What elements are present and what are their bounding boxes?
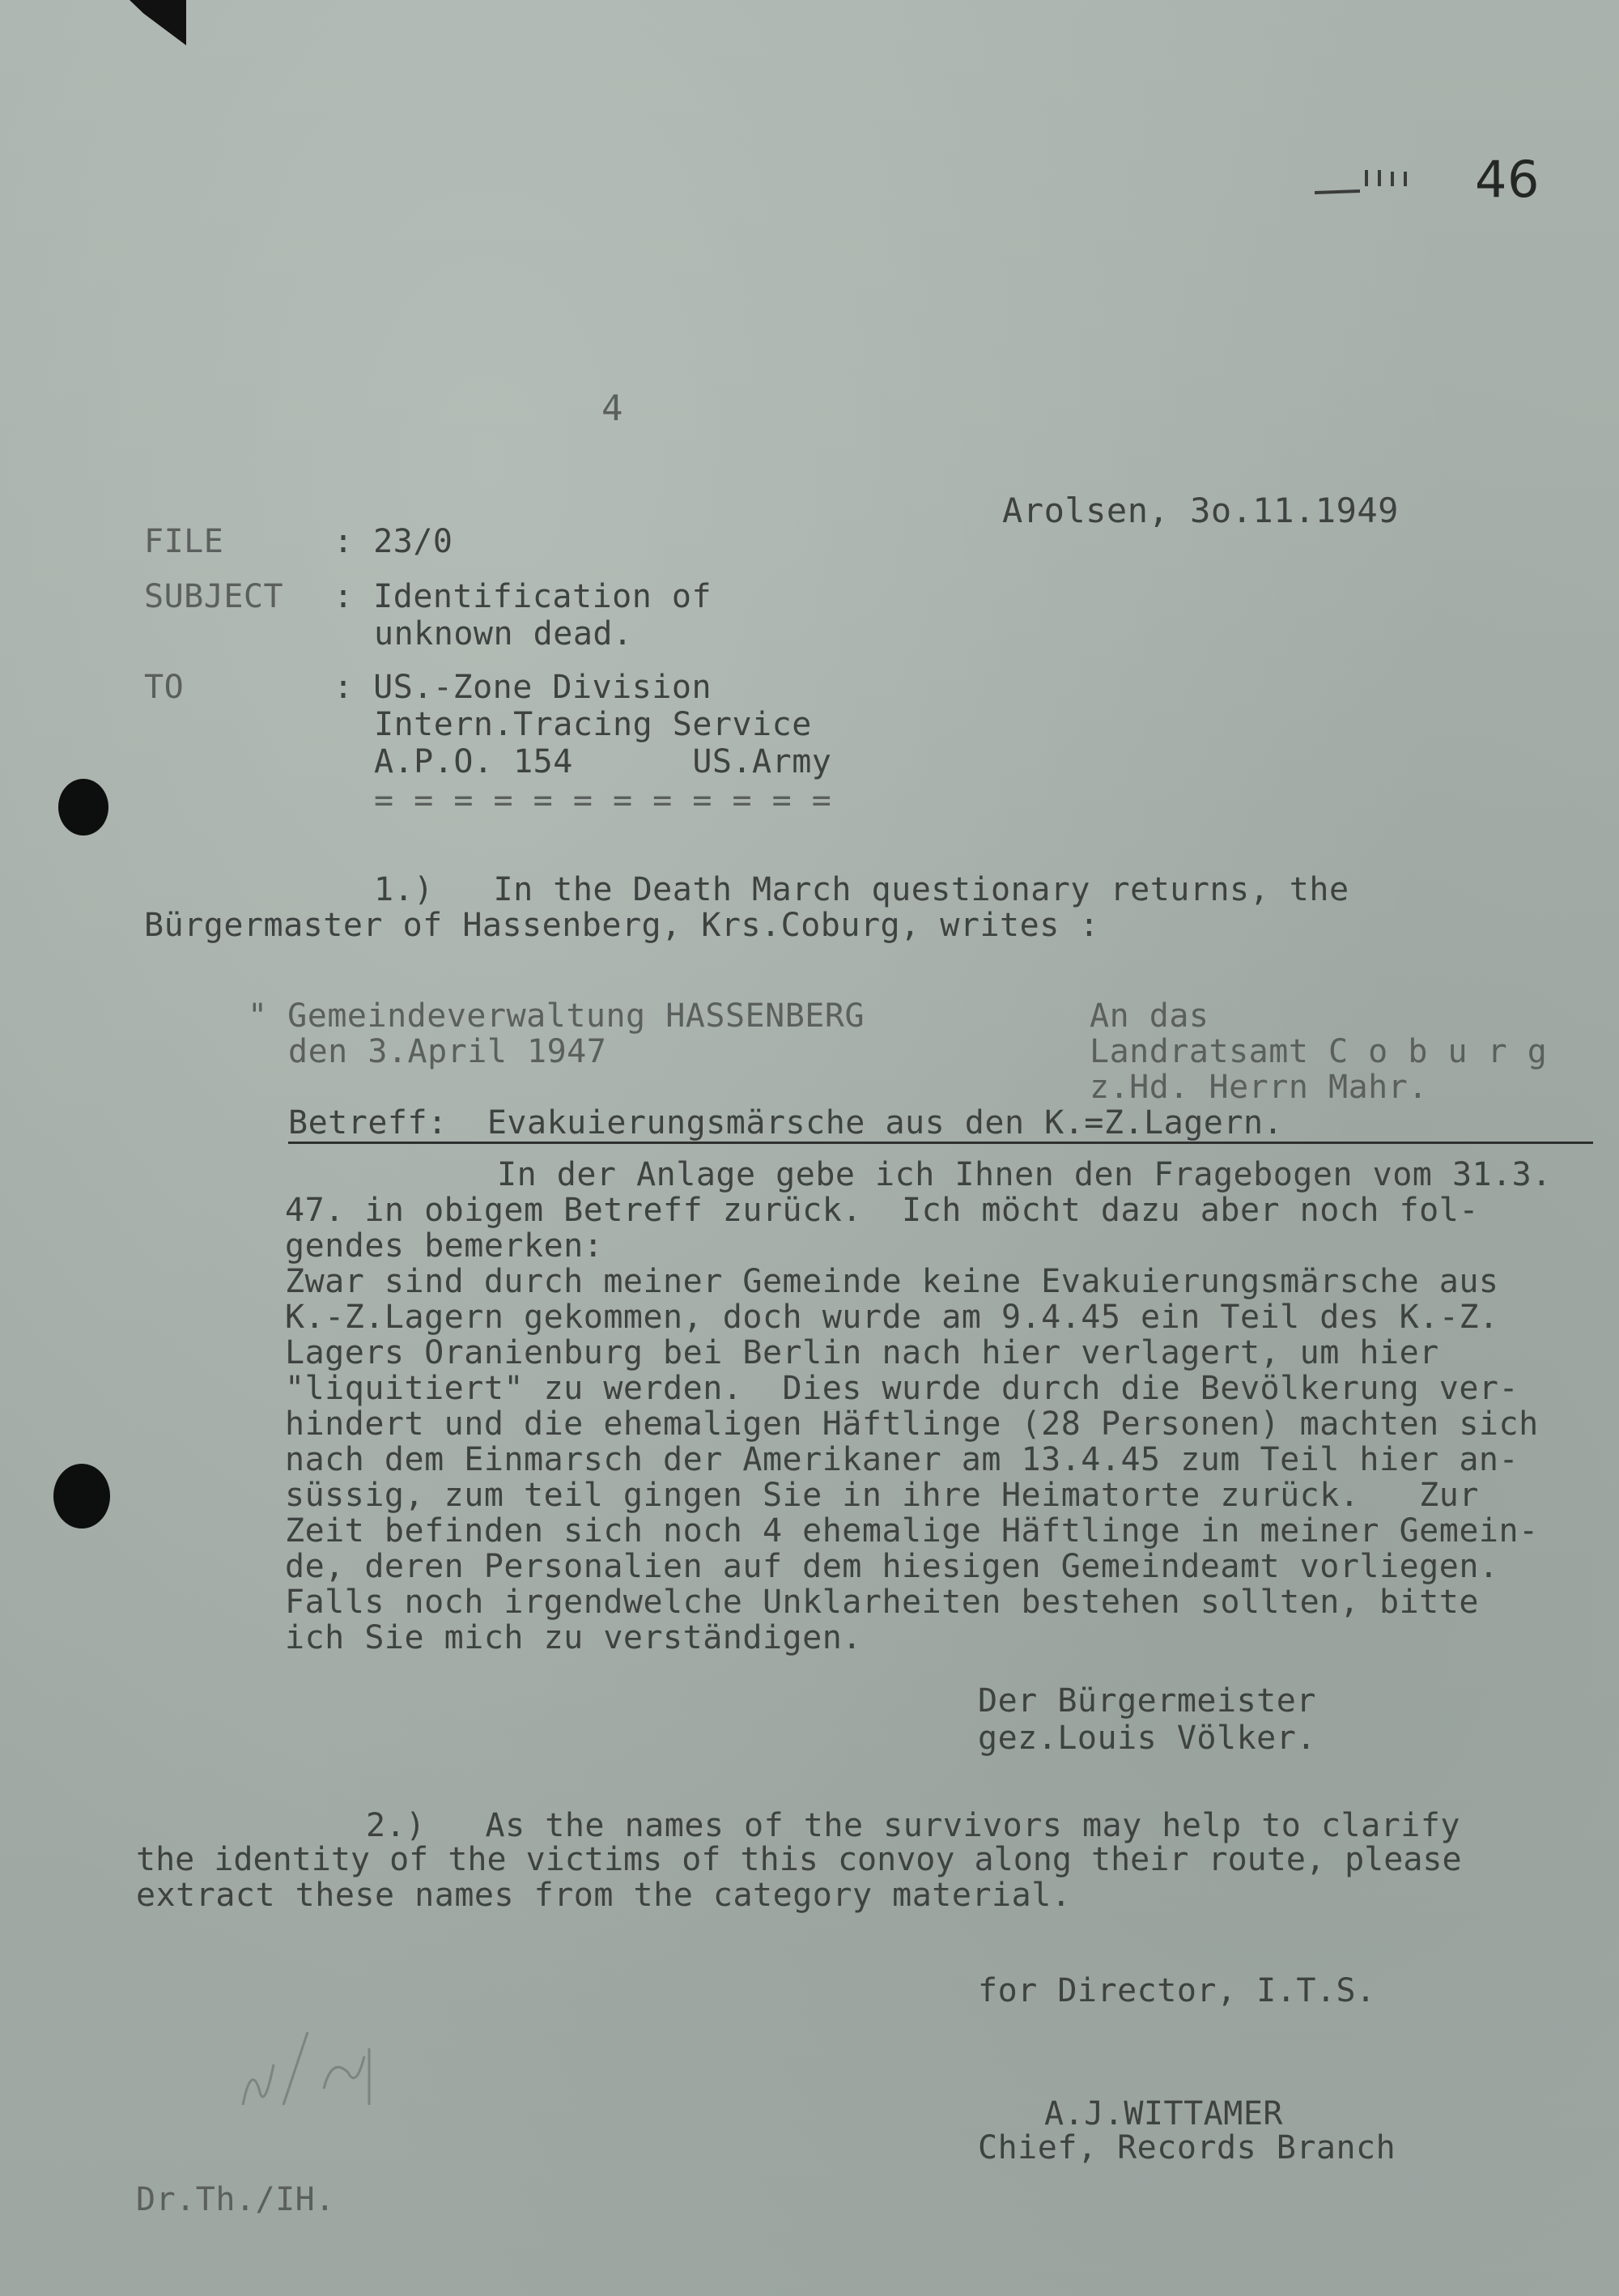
- quote-recipient-line-3: z.Hd. Herrn Mahr.: [1090, 1069, 1428, 1106]
- place-date: Arolsen, 3o.11.1949: [1002, 491, 1399, 530]
- quote-body-line: Zwar sind durch meiner Gemeinde keine Evakuierungsmärsche aus: [285, 1263, 1499, 1300]
- for-director: for Director, I.T.S.: [978, 1972, 1376, 2009]
- quote-body-line: Lagers Oranienburg bei Berlin nach hier verlagert, um hier: [285, 1334, 1439, 1371]
- quote-body-line: ich Sie mich zu verständigen.: [285, 1619, 862, 1656]
- quote-body-line: nach dem Einmarsch der Amerikaner am 13.4.45 zum Teil hier an-: [285, 1441, 1519, 1478]
- torn-corner-mark: [130, 0, 186, 45]
- quote-sender-line-2: den 3.April 1947: [288, 1033, 607, 1070]
- quote-body-line: Zeit befinden sich noch 4 ehemalige Häftlinge in meiner Gemein-: [285, 1512, 1539, 1550]
- header-separator: = = = = = = = = = = = =: [374, 782, 832, 819]
- file-label: FILE: [144, 523, 224, 560]
- para2-line-1: 2.) As the names of the survivors may help to clarify: [366, 1807, 1461, 1844]
- page-number: 4: [601, 388, 623, 429]
- quote-body-line: "liquitiert" zu werden. Dies wurde durch die Bevölkerung ver-: [285, 1370, 1519, 1407]
- quote-recipient-line-2: Landratsamt C o b u r g: [1090, 1033, 1548, 1070]
- para1-line-2: Bürgermaster of Hassenberg, Krs.Coburg, writes :: [144, 907, 1099, 944]
- quote-sign-line-2: gez.Louis Völker.: [978, 1720, 1316, 1757]
- para2-line-3: extract these names from the category material.: [136, 1877, 1072, 1914]
- quote-body-line: gendes bemerken:: [285, 1227, 604, 1265]
- subject-label: SUBJECT: [144, 578, 284, 615]
- para1-line-1: 1.) In the Death March questionary returns, the: [374, 871, 1349, 908]
- quote-body-line: hindert und die ehemaligen Häftlinge (28 Personen) machten sich: [285, 1405, 1539, 1443]
- subject-line-2: unknown dead.: [374, 615, 633, 653]
- quote-recipient-line-1: An das: [1090, 997, 1209, 1035]
- quote-body-line: K.-Z.Lagern gekommen, doch wurde am 9.4.45 ein Teil des K.-Z.: [285, 1299, 1499, 1336]
- quote-body-line: Falls noch irgendwelche Unklarheiten bestehen sollten, bitte: [285, 1584, 1479, 1621]
- punch-hole-bottom: [53, 1464, 110, 1529]
- to-label: TO: [144, 669, 185, 706]
- closing-name: A.J.WITTAMER: [1044, 2095, 1283, 2132]
- quote-body-line: In der Anlage gebe ich Ihnen den Fragebogen vom 31.3.: [497, 1156, 1552, 1193]
- to-line-3: A.P.O. 154 US.Army: [374, 743, 832, 780]
- stamp-number: 46: [1475, 150, 1540, 209]
- punch-hole-top: [58, 779, 108, 835]
- to-line-2: Intern.Tracing Service: [374, 706, 812, 743]
- quote-body-line: 47. in obigem Betreff zurück. Ich möcht dazu aber noch fol-: [285, 1192, 1479, 1229]
- quote-sign-line-1: Der Bürgermeister: [978, 1682, 1316, 1720]
- handwritten-initials: [227, 2016, 421, 2129]
- betreff-underline: [288, 1142, 1593, 1144]
- quote-sender-line-1: " Gemeindeverwaltung HASSENBERG: [248, 997, 865, 1035]
- quote-betreff: Betreff: Evakuierungsmärsche aus den K.=Z.Lagern.: [288, 1104, 1284, 1142]
- archive-stamp-mark: [1311, 162, 1433, 202]
- para2-line-2: the identity of the victims of this convoy along their route, please: [136, 1841, 1462, 1878]
- subject-line-1: : Identification of: [334, 578, 712, 615]
- reference-initials: Dr.Th./IH.: [136, 2181, 335, 2218]
- file-value: : 23/0: [334, 523, 453, 560]
- quote-body-line: süssig, zum teil gingen Sie in ihre Heimatorte zurück. Zur: [285, 1477, 1479, 1514]
- closing-title: Chief, Records Branch: [978, 2129, 1396, 2166]
- to-line-1: : US.-Zone Division: [334, 669, 712, 706]
- quote-body-line: de, deren Personalien auf dem hiesigen Gemeindeamt vorliegen.: [285, 1548, 1499, 1585]
